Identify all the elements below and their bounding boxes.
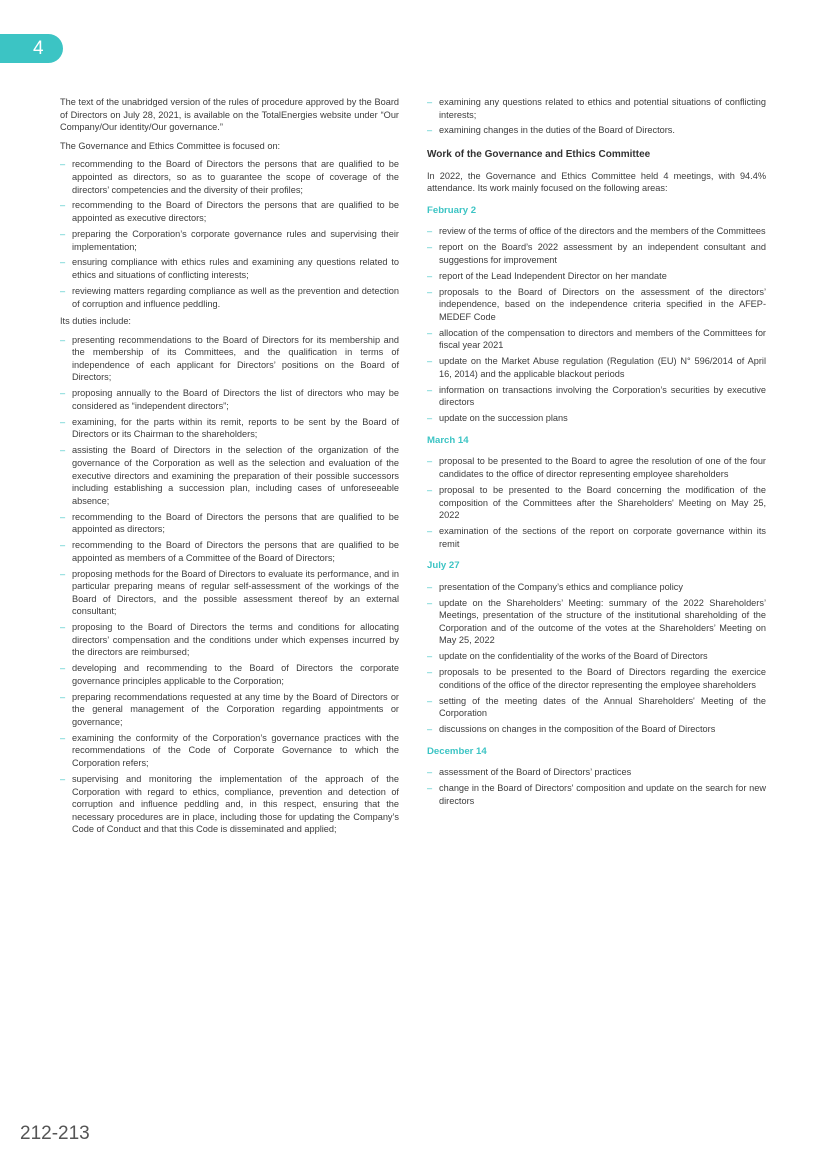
list-item-text: examining, for the parts within its remit, reports to be sent by the Board of Directors or its Chairman to the shareholders; bbox=[72, 416, 399, 440]
dash-bullet-icon: – bbox=[60, 511, 66, 522]
list-item bbox=[60, 334, 399, 384]
list-item-text: developing and recommending to the Board of Directors the corporate governance principles applicable to the Corporation; bbox=[72, 663, 399, 686]
list-item-text: recommending to the Board of Directors the persons that are qualified to be appointed as executive directors; bbox=[72, 200, 399, 224]
list-item bbox=[60, 511, 399, 536]
dash-bullet-icon: – bbox=[427, 581, 433, 592]
list-item bbox=[427, 270, 766, 283]
dash-bullet-icon: – bbox=[427, 651, 433, 662]
dash-bullet-icon: – bbox=[427, 286, 433, 297]
dash-bullet-icon: – bbox=[427, 484, 433, 495]
meeting-date: July 27 bbox=[427, 560, 460, 572]
list-item bbox=[60, 732, 399, 770]
list-item bbox=[427, 286, 766, 324]
dash-bullet-icon: – bbox=[60, 445, 66, 456]
dash-bullet-icon: – bbox=[60, 159, 66, 170]
dash-bullet-icon: – bbox=[60, 285, 66, 296]
list-item-text: examining the conformity of the Corporation’s governance practices with the recommendations of the Code of Corporate Governance to which the Corporation refers; bbox=[72, 732, 399, 769]
list-item-text: proposal to be presented to the Board to agree the resolution of one of the four candidates to the office of director representing employee shareholders bbox=[439, 456, 766, 480]
list-item bbox=[427, 412, 766, 425]
list-item-text: information on transactions involving the Corporation’s securities by executive directors bbox=[439, 384, 766, 408]
meeting-date: February 2 bbox=[427, 204, 477, 216]
list-item-text: proposals to be presented to the Board of Directors regarding the exercice conditions of the office of the director representing the employee shareholders bbox=[439, 667, 766, 690]
dash-bullet-icon: – bbox=[427, 526, 433, 536]
list-item-text: discussions on changes in the composition of the Board of Directors bbox=[439, 724, 716, 735]
list-item bbox=[60, 158, 399, 196]
intro-paragraph: The text of the unabridged version of the rules of procedure approved by the Board of Directors on July 28, 2021, is available on the TotalEnergies website under “Our Company/Our identity/Our governance.” bbox=[60, 97, 399, 133]
list-item-text: recommending to the Board of Directors the persons that are qualified to be appointed as directors, so as to guarantee the scope of coverage of the directors’ competencies and the diversity of their profiles; bbox=[72, 159, 399, 195]
dash-bullet-icon: – bbox=[427, 456, 433, 467]
dash-bullet-icon: – bbox=[60, 257, 66, 268]
list-item bbox=[427, 484, 766, 522]
list-item bbox=[427, 96, 766, 121]
list-item-text: reviewing matters regarding compliance as well as the prevention and detection of corruption and influence peddling. bbox=[72, 285, 399, 309]
list-item bbox=[427, 597, 766, 647]
list-item bbox=[427, 782, 766, 807]
list-item-text: allocation of the compensation to directors and members of the Committees for fiscal year 2021 bbox=[439, 327, 766, 351]
list-item-text: supervising and monitoring the implementation of the approach of the Corporation with regard to ethics, compliance, prevention and detection of corruption and influence peddling and, in this respect, ensuring that the necessary procedures are in place, including those for updating the Company’s Code of Conduct and that this Code is disseminated and applied; bbox=[72, 773, 399, 835]
list-item bbox=[60, 228, 399, 253]
dash-bullet-icon: – bbox=[60, 663, 66, 674]
list-item-text: proposal to be presented to the Board concerning the modification of the composition of the Committees after the Shareholders' Meeting on May 25, 2022 bbox=[439, 484, 766, 521]
dash-bullet-icon: – bbox=[60, 540, 66, 551]
dash-bullet-icon: – bbox=[427, 695, 433, 706]
duties-intro: Its duties include: bbox=[60, 316, 131, 327]
list-item bbox=[427, 766, 766, 779]
list-item-text: update on the Shareholders’ Meeting: summary of the 2022 Shareholders’ Meetings, presentation of the structure of the institutional shareholding of the Corporation and of the outcome of the votes at the Shareholders’ Meeting on May 25, 2022 bbox=[439, 597, 766, 646]
dash-bullet-icon: – bbox=[60, 691, 66, 702]
dash-bullet-icon: – bbox=[60, 568, 66, 579]
dash-bullet-icon: – bbox=[427, 327, 433, 338]
dash-bullet-icon: – bbox=[60, 228, 66, 239]
meeting-items-list bbox=[427, 581, 766, 736]
duties-list bbox=[60, 334, 399, 836]
list-item bbox=[427, 124, 766, 137]
list-item-text: update on the confidentiality of the works of the Board of Directors bbox=[439, 651, 708, 662]
list-item-text: examining changes in the duties of the Board of Directors. bbox=[439, 125, 675, 136]
dash-bullet-icon: – bbox=[427, 413, 433, 424]
chapter-number: 4 bbox=[33, 38, 44, 59]
list-item-text: preparing the Corporation’s corporate governance rules and supervising their implementation; bbox=[72, 228, 399, 252]
list-item bbox=[60, 416, 399, 441]
meeting-items-list bbox=[427, 766, 766, 807]
dash-bullet-icon: – bbox=[60, 732, 66, 743]
list-item-text: proposing to the Board of Directors the terms and conditions for allocating directors’ compensation and the conditions under which expenses incurred by the directors are reimbursed; bbox=[72, 622, 399, 658]
list-item-text: change in the Board of Directors' composition and update on the search for new directors bbox=[439, 783, 766, 806]
list-item-text: recommending to the Board of Directors the persons that are qualified to be appointed as members of a Committee of the Board of Directors; bbox=[72, 540, 399, 563]
list-item bbox=[60, 256, 399, 281]
list-item-text: preparing recommendations requested at any time by the Board of Directors or the general management of the Corporation regarding appointments or governance; bbox=[72, 691, 399, 727]
page-number: 212-213 bbox=[20, 1123, 90, 1144]
dash-bullet-icon: – bbox=[427, 356, 433, 367]
list-item bbox=[427, 384, 766, 409]
dash-bullet-icon: – bbox=[427, 242, 433, 253]
dash-bullet-icon: – bbox=[427, 597, 433, 608]
dash-bullet-icon: – bbox=[427, 270, 433, 281]
list-item-text: assessment of the Board of Directors’ practices bbox=[439, 767, 632, 778]
focus-list bbox=[60, 158, 399, 310]
list-item bbox=[427, 355, 766, 380]
dash-bullet-icon: – bbox=[60, 388, 66, 399]
list-item bbox=[60, 444, 399, 507]
list-item-text: update on the succession plans bbox=[439, 413, 568, 424]
list-item bbox=[427, 525, 766, 550]
list-item-text: report on the Board’s 2022 assessment by an independent consultant and suggestions for improvement bbox=[439, 242, 766, 265]
list-item bbox=[60, 568, 399, 618]
meeting-date: December 14 bbox=[427, 745, 487, 757]
list-item-text: report of the Lead Independent Director on her mandate bbox=[439, 270, 667, 281]
dash-bullet-icon: – bbox=[427, 384, 433, 395]
dash-bullet-icon: – bbox=[427, 97, 433, 107]
left-column bbox=[60, 96, 399, 841]
list-item-text: assisting the Board of Directors in the selection of the organization of the governance of the Corporation as well as the selection and evaluation of the executive directors and examining the preparation of their possible successors including establishing a succession plan, including cases of unforeseeable absence; bbox=[72, 445, 399, 506]
meeting-items-list bbox=[427, 225, 766, 424]
list-item-text: examination of the sections of the report on corporate governance within its remit bbox=[439, 526, 766, 549]
list-item bbox=[427, 695, 766, 720]
list-item-text: proposals to the Board of Directors on the assessment of the directors’ independence, based on the independence criteria specified in the AFEP-MEDEF Code bbox=[439, 286, 766, 322]
list-item bbox=[427, 241, 766, 266]
list-item-text: setting of the meeting dates of the Annual Shareholders' Meeting of the Corporation bbox=[439, 695, 766, 719]
chapter-tab bbox=[0, 34, 63, 63]
dash-bullet-icon: – bbox=[60, 334, 66, 345]
list-item bbox=[60, 662, 399, 687]
list-item-text: recommending to the Board of Directors the persons that are qualified to be appointed as directors; bbox=[72, 511, 399, 535]
dash-bullet-icon: – bbox=[427, 125, 433, 136]
list-item-text: proposing annually to the Board of Directors the list of directors who may be considered as “independent directors”; bbox=[72, 388, 399, 411]
meeting-date: March 14 bbox=[427, 434, 469, 446]
list-item bbox=[60, 621, 399, 659]
continued-duties-list bbox=[427, 96, 766, 137]
list-item-text: proposing methods for the Board of Directors to evaluate its performance, and in particular preparing means of regular self-assessment of the workings of the Board of Directors, and the possible assessment thereof by an external consultant; bbox=[72, 568, 399, 617]
list-item bbox=[427, 455, 766, 480]
list-item-text: update on the Market Abuse regulation (Regulation (EU) N° 596/2014 of April 16, 2014) and the applicable blackout periods bbox=[439, 356, 766, 379]
list-item bbox=[427, 581, 766, 594]
dash-bullet-icon: – bbox=[427, 724, 433, 735]
list-item-text: presentation of the Company’s ethics and compliance policy bbox=[439, 581, 683, 592]
work-intro: In 2022, the Governance and Ethics Committee held 4 meetings, with 94.4% attendance. Its work mainly focused on the following areas: bbox=[427, 170, 766, 194]
list-item bbox=[60, 285, 399, 310]
list-item-text: ensuring compliance with ethics rules and examining any questions related to ethics and situations of conflicting interests; bbox=[72, 257, 399, 281]
list-item bbox=[60, 539, 399, 564]
list-item bbox=[427, 650, 766, 663]
dash-bullet-icon: – bbox=[60, 416, 66, 427]
list-item bbox=[60, 691, 399, 729]
dash-bullet-icon: – bbox=[427, 767, 433, 778]
dash-bullet-icon: – bbox=[427, 226, 433, 237]
list-item bbox=[427, 327, 766, 352]
list-item bbox=[427, 666, 766, 691]
dash-bullet-icon: – bbox=[60, 773, 66, 784]
list-item bbox=[60, 199, 399, 224]
dash-bullet-icon: – bbox=[427, 667, 433, 678]
focus-intro: The Governance and Ethics Committee is focused on: bbox=[60, 140, 281, 151]
dash-bullet-icon: – bbox=[427, 783, 433, 794]
list-item-text: examining any questions related to ethics and potential situations of conflicting interests; bbox=[439, 97, 766, 120]
list-item-text: review of the terms of office of the directors and the members of the Committees bbox=[439, 226, 766, 237]
list-item bbox=[427, 225, 766, 238]
list-item bbox=[427, 723, 766, 736]
dash-bullet-icon: – bbox=[60, 622, 66, 633]
list-item bbox=[60, 773, 399, 836]
section-title: Work of the Governance and Ethics Committee bbox=[427, 149, 651, 161]
right-column bbox=[427, 96, 766, 812]
meeting-items-list bbox=[427, 455, 766, 550]
dash-bullet-icon: – bbox=[60, 200, 66, 211]
list-item bbox=[60, 387, 399, 412]
list-item-text: presenting recommendations to the Board of Directors for its membership and the membership of its Committees, and the qualification in terms of independence of each applicant for Directors’ positions on the Board of Directors; bbox=[72, 334, 399, 383]
